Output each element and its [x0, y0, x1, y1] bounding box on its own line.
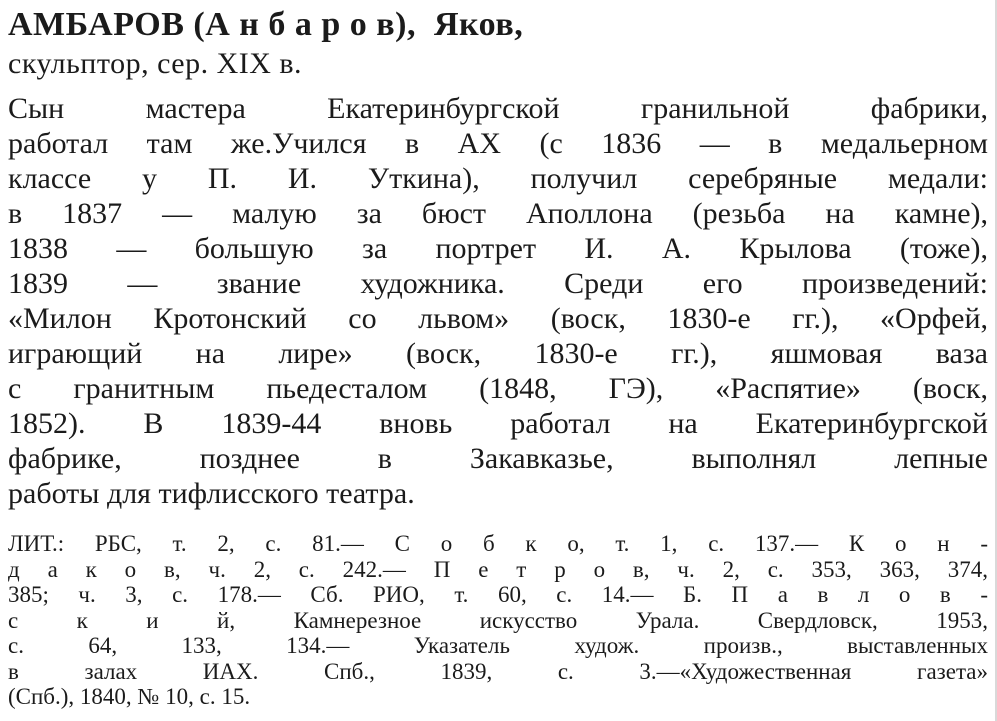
literature-line: д а к о в, ч. 2, с. 242.— П е т р о в, ч. 2, с. 353, 363, 374, [8, 556, 988, 582]
body-line: 1839 — звание художника. Среди его произведений: [8, 267, 988, 300]
entry-headword: АМБАРОВ (А н б а р о в), Яков, [8, 6, 524, 43]
body-line: Сын мастера Екатеринбургской гранильной фабрики, [8, 92, 988, 125]
body-line: «Милон Кротонский со львом» (воск, 1830-е гг.), «Орфей, [8, 302, 988, 335]
literature-line: 385; ч. 3, с. 178.— Сб. РИО, т. 60, с. 14.— Б. П а в л о в - [8, 582, 988, 607]
body-line: 1838 — большую за портрет И. А. Крылова (тоже), [8, 232, 988, 265]
body-line: с гранитным пьедесталом (1848, ГЭ), «Распятие» (воск, [8, 372, 988, 405]
body-line: фабрике, позднее в Закавказье, выполнял лепные [8, 442, 988, 475]
body-last-line: работы для тифлисского театра. [8, 477, 415, 510]
entry-body-paragraph [8, 91, 988, 511]
entry-subtitle: скульптор, сер. XIX в. [8, 47, 303, 80]
body-line: 1852). В 1839-44 вновь работал на Екатеринбургской [8, 407, 988, 440]
literature-line: в залах ИАХ. Спб., 1839, с. 3.—«Художественная газета» [8, 658, 988, 684]
body-line: работал там же.Учился в АХ (с 1836 — в медальерном [8, 127, 988, 160]
literature-line: ЛИТ.: РБС, т. 2, с. 81.— С о б к о, т. 1, с. 137.— К о н - [8, 531, 988, 556]
body-line: классе у П. И. Уткина), получил серебряные медали: [8, 162, 988, 195]
literature-line: с к и й, Камнерезное искусство Урала. Свердловск, 1953, [8, 607, 988, 633]
literature-justified-lines [8, 531, 988, 684]
literature-paragraph [8, 531, 988, 710]
literature-line: с. 64, 133, 134.— Указатель худож. произв., выставленных [8, 633, 988, 658]
body-justified-lines [8, 91, 988, 476]
body-line: играющий на лире» (воск, 1830-е гг.), яшмовая ваза [8, 337, 988, 370]
body-line: в 1837 — малую за бюст Аполлона (резьба на камне), [8, 197, 988, 230]
literature-last-line: (Спб.), 1840, № 10, с. 15. [8, 684, 251, 709]
